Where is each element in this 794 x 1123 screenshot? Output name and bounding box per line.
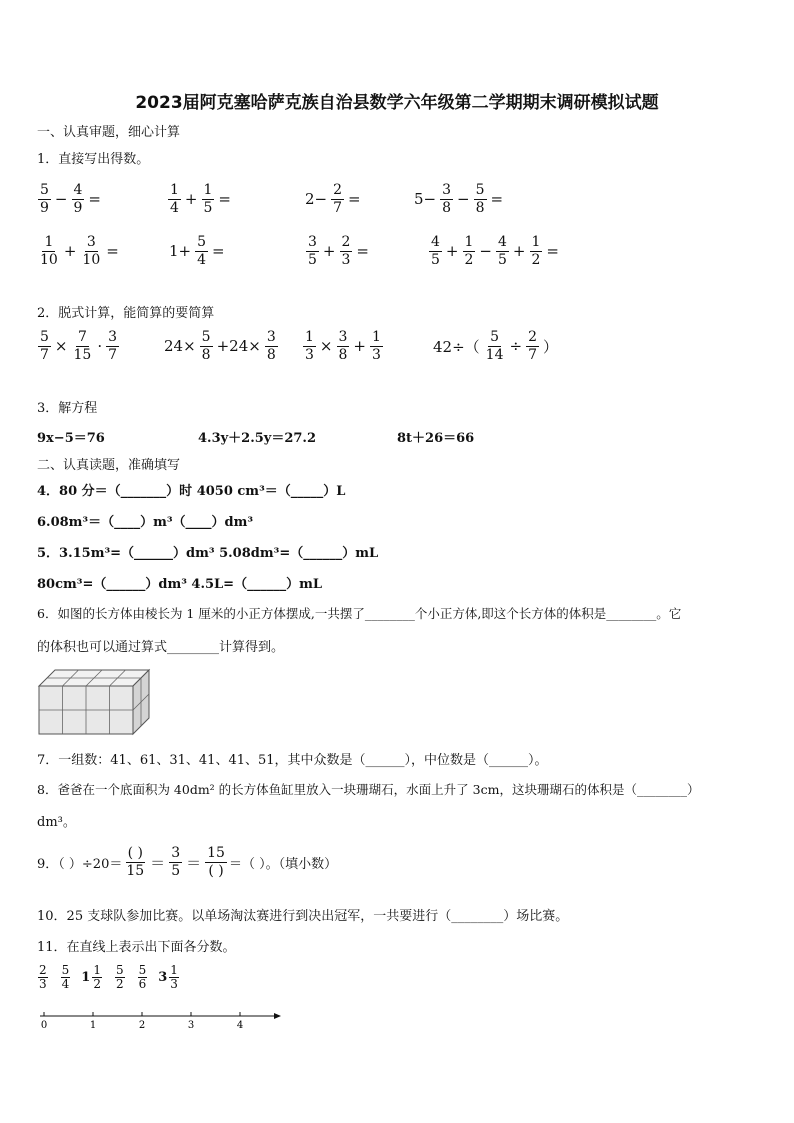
- section-1-heading: 一、认真审题，细心计算: [37, 125, 181, 140]
- q1-item-6: 1+ $\frac{5}{4}$ =: [169, 234, 225, 268]
- question-5-line-2: 80cm³=（______）dm³ 4.5L=（______）mL: [37, 577, 322, 592]
- q2-item-b: 24× $\frac{5}{8}$ +24× $\frac{3}{8}$: [164, 329, 276, 363]
- q11-fraction-list: [36, 964, 181, 991]
- q1-item-3: 2− $\frac{2}{7}$ =: [305, 182, 361, 216]
- q2-item-a: $\frac{5}{7}$ × $\frac{7}{15}$ · $\frac{3}{7}$: [40, 329, 118, 363]
- q11-fraction: $\frac{5}{2}$: [115, 963, 124, 992]
- q1-item-8: $\frac{4}{5}$ + $\frac{1}{2}$ − $\frac{4}{5}$ + $\frac{1}{2}$ =: [431, 234, 559, 268]
- q9-prefix: 9．（ ）÷20＝: [37, 856, 123, 872]
- question-3-label: 3．解方程: [37, 401, 98, 416]
- q11-fraction: $\frac{2}{3}$: [39, 963, 47, 992]
- q11-fraction: $\frac{5}{6}$: [138, 963, 147, 992]
- cuboid-figure: [37, 664, 153, 736]
- question-8-line-1: 8．爸爸在一个底面积为 40dm² 的长方体鱼缸里放入一块珊瑚石，水面上升了 3cm，这块珊瑚石的体积是（________）: [37, 782, 700, 797]
- question-10: 10．25 支球队参加比赛。以单场淘汰赛进行到决出冠军，一共要进行（________）场比赛。: [37, 909, 569, 924]
- q2-item-c: $\frac{1}{3}$ × $\frac{3}{8}$ + $\frac{1}{3}$: [305, 329, 381, 363]
- question-4-line-2: 6.08m³＝（____）m³（____）dm³: [37, 515, 254, 530]
- section-2-heading: 二、认真读题，准确填写: [37, 458, 181, 473]
- question-4-line-1: 4．80 分＝（_______）时 4050 cm³＝（_____）L: [37, 484, 346, 499]
- q1-item-1: $\frac{5}{9}$ − $\frac{4}{9}$ =: [40, 182, 101, 216]
- equation-3: 8t＋26＝66: [397, 431, 475, 446]
- question-9: 9．（ ）÷20＝ $\frac{( )}{15}$ ＝ $\frac{3}{5}$ ＝ $\frac{15}{( )}$ ＝（ ）。（填小数）: [37, 845, 338, 879]
- question-1-label: 1．直接写出得数。: [37, 152, 150, 167]
- number-line: [36, 1008, 282, 1032]
- q1-item-2: $\frac{1}{4}$ + $\frac{1}{5}$ =: [170, 182, 231, 216]
- q2-item-d: 42÷（ $\frac{5}{14}$ ÷ $\frac{2}{7}$ ）: [433, 329, 558, 363]
- exam-title: 2023届阿克塞哈萨克族自治县数学六年级第二学期期末调研模拟试题: [135, 93, 659, 113]
- q11-fraction: $\frac{5}{4}$: [61, 963, 70, 992]
- q11-fraction: 3 $\frac{1}{3}$: [158, 963, 178, 992]
- question-5-line-1: 5．3.15m³=（______）dm³ 5.08dm³=（______）mL: [37, 546, 379, 561]
- number-line-label: 4: [236, 1020, 244, 1031]
- question-8-line-2: dm³。: [37, 815, 76, 830]
- q1-item-7: $\frac{3}{5}$ + $\frac{2}{3}$ =: [308, 234, 369, 268]
- q11-fraction: 1 $\frac{1}{2}$: [81, 963, 101, 992]
- number-line-label: 3: [187, 1020, 195, 1031]
- question-6-line-2: 的体积也可以通过算式________计算得到。: [37, 640, 285, 655]
- question-6-line-1: 6．如图的长方体由棱长为 1 厘米的小正方体摆成,一共摆了________个小正方体,即这个长方体的体积是________。它: [37, 606, 682, 621]
- equation-2: 4.3y＋2.5y＝27.2: [198, 431, 317, 446]
- equation-1: 9x−5＝76: [37, 431, 105, 446]
- question-7: 7．一组数：41、61、31、41、41、51，其中众数是（______），中位数是（______）。: [37, 753, 548, 768]
- q1-item-5: $\frac{1}{10}$ + $\frac{3}{10}$ =: [40, 234, 119, 268]
- q9-suffix: ＝（ ）。（填小数）: [228, 856, 338, 872]
- question-2-label: 2．脱式计算，能简算的要简算: [37, 306, 215, 321]
- q1-item-4: 5− $\frac{3}{8}$ − $\frac{5}{8}$ =: [414, 182, 504, 216]
- number-line-label: 1: [89, 1020, 97, 1031]
- question-11-label: 11．在直线上表示出下面各分数。: [37, 940, 236, 955]
- number-line-label: 2: [138, 1020, 146, 1031]
- number-line-label: 0: [40, 1020, 48, 1031]
